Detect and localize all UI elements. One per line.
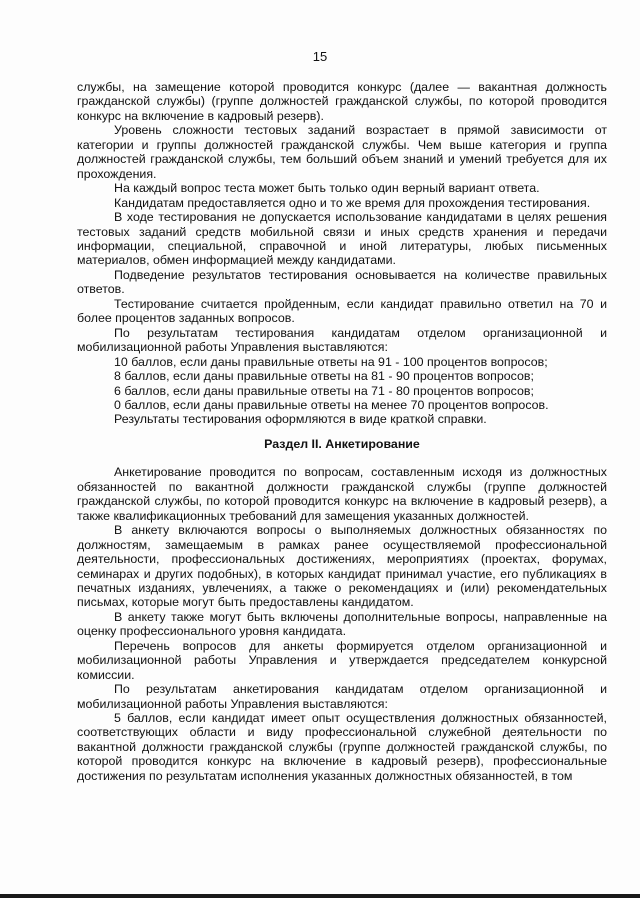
score-item: 10 баллов, если даны правильные ответы на 91 - 100 процентов вопросов;: [114, 354, 548, 369]
section-paragraph: Перечень вопросов для анкеты формируется отделом организационной и мобилизационной работы Управления и утверждается председателем конкурсной комиссии.: [77, 638, 607, 682]
document-body: [77, 80, 607, 783]
paragraph: службы, на замещение которой проводится конкурс (далее — вакантная должность гражданской службы) (группе должностей гражданской службы, по которой проводится конкурс на включение в кадровый резерв).: [77, 80, 607, 123]
paragraph: По результатам тестирования кандидатам отделом организационной и мобилизационной работы Управления выставляются:: [77, 325, 607, 355]
section-paragraph: Анкетирование проводится по вопросам, составленным исходя из должностных обязанностей по вакантной должности гражданской службы (группе должностей гражданской службы, по которой проводится конкурс на включение в кадровый резерв), а также квалификационных требований для замещения указанных должностей.: [77, 465, 607, 523]
section-paragraph: В анкету также могут быть включены дополнительные вопросы, направленные на оценку профессионального уровня кандидата.: [77, 609, 607, 639]
score-item: Результаты тестирования оформляются в виде краткой справки.: [114, 412, 487, 427]
section-paragraph: По результатам анкетирования кандидатам отделом организационной и мобилизационной работы Управления выставляются:: [77, 682, 607, 711]
paragraph: На каждый вопрос теста может быть только один верный вариант ответа.: [114, 181, 540, 196]
page-number: 15: [312, 49, 328, 64]
section-title: Раздел II. Анкетирование: [264, 436, 420, 451]
paragraph: Кандидатам предоставляется одно и то же время для прохождения тестирования.: [114, 195, 591, 210]
score-item: 6 баллов, если даны правильные ответы на 71 - 80 процентов вопросов;: [114, 383, 534, 398]
paragraph: Уровень сложности тестовых заданий возрастает в прямой зависимости от категории и группы должностей гражданской службы. Чем выше категория и группа должностей гражданской службы, тем больший объем знаний и умений требуется для их прохождения.: [77, 123, 607, 181]
score-item: 8 баллов, если даны правильные ответы на 81 - 90 процентов вопросов;: [114, 369, 534, 384]
paragraph: Тестирование считается пройденным, если кандидат правильно ответил на 70 и более процентов заданных вопросов.: [77, 296, 607, 326]
section-paragraph: В анкету включаются вопросы о выполняемых должностных обязанностях по должностям, замещаемым в рамках ранее осуществляемой профессиональной деятельности, профессиональных достижениях, мероприятиях (проектах, форумах, семинарах и других подобных), в которых кандидат принимал участие, его публикациях в печатных изданиях, увлечениях, а также о рекомендациях и (или) рекомендательных письмах, которые могут быть предоставлены кандидатом.: [77, 523, 607, 610]
scan-edge: [0, 894, 640, 898]
paragraph: Подведение результатов тестирования основывается на количестве правильных ответов.: [77, 267, 607, 297]
paragraph: В ходе тестирования не допускается использование кандидатами в целях решения тестовых заданий средств мобильной связи и иных средств хранения и передачи информации, специальной, справочной и иной литературы, любых письменных материалов, обмен информацией между кандидатами.: [77, 210, 607, 268]
section-paragraph: 5 баллов, если кандидат имеет опыт осуществления должностных обязанностей, соответствующих области и виду профессиональной служебной деятельности по вакантной должности гражданской службы (группе должностей гражданской службы, по которой проводится конкурс на включение в кадровый резерв), профессиональные достижения по результатам исполнения указанных должностных обязанностей, в том: [77, 711, 607, 783]
score-item: 0 баллов, если даны правильные ответы на менее 70 процентов вопросов.: [114, 397, 549, 412]
